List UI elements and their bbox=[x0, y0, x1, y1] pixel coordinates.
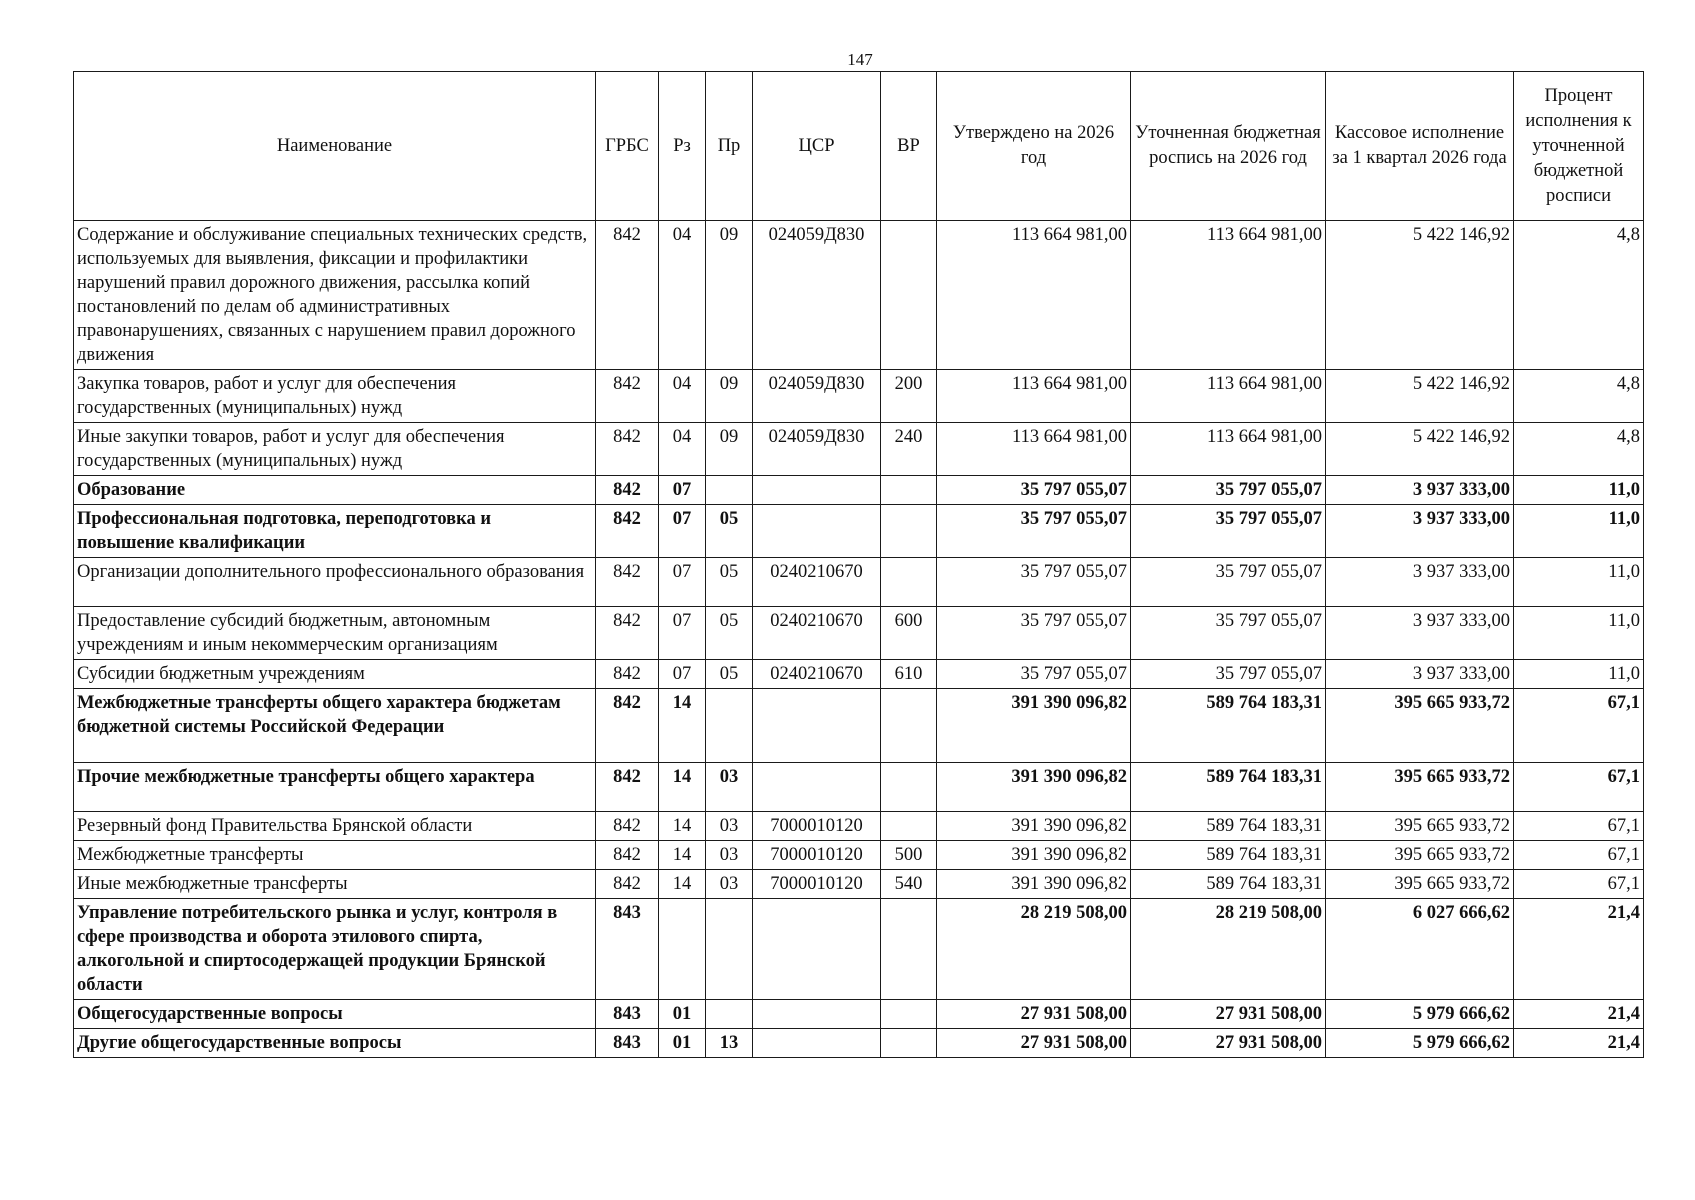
cell-approved: 35 797 055,07 bbox=[937, 660, 1131, 689]
cell-approved: 35 797 055,07 bbox=[937, 607, 1131, 660]
cell-csr: 7000010120 bbox=[753, 812, 881, 841]
header-refined: Уточненная бюджетная роспись на 2026 год bbox=[1131, 72, 1326, 221]
table-row bbox=[74, 221, 1644, 370]
cell-csr bbox=[753, 763, 881, 812]
cell-pr: 03 bbox=[706, 763, 753, 812]
table-row bbox=[74, 505, 1644, 558]
cell-refined: 589 764 183,31 bbox=[1131, 812, 1326, 841]
cell-name: Общегосударственные вопросы bbox=[74, 1000, 596, 1029]
cell-grbs: 842 bbox=[596, 870, 659, 899]
cell-approved: 113 664 981,00 bbox=[937, 423, 1131, 476]
cell-grbs: 842 bbox=[596, 660, 659, 689]
cell-refined: 27 931 508,00 bbox=[1131, 1000, 1326, 1029]
cell-name: Профессиональная подготовка, переподготовка и повышение квалификации bbox=[74, 505, 596, 558]
cell-rz: 07 bbox=[659, 558, 706, 607]
cell-rz: 14 bbox=[659, 763, 706, 812]
cell-rz: 07 bbox=[659, 505, 706, 558]
cell-grbs: 842 bbox=[596, 221, 659, 370]
budget-table bbox=[73, 71, 1644, 1058]
cell-percent: 21,4 bbox=[1514, 1029, 1644, 1058]
cell-cash: 395 665 933,72 bbox=[1326, 812, 1514, 841]
cell-rz bbox=[659, 899, 706, 1000]
cell-csr bbox=[753, 899, 881, 1000]
cell-vr bbox=[881, 505, 937, 558]
cell-rz: 04 bbox=[659, 221, 706, 370]
cell-rz: 01 bbox=[659, 1000, 706, 1029]
cell-name: Прочие межбюджетные трансферты общего характера bbox=[74, 763, 596, 812]
cell-approved: 28 219 508,00 bbox=[937, 899, 1131, 1000]
header-rz: Рз bbox=[659, 72, 706, 221]
cell-refined: 35 797 055,07 bbox=[1131, 476, 1326, 505]
cell-vr bbox=[881, 1000, 937, 1029]
cell-vr bbox=[881, 899, 937, 1000]
cell-approved: 113 664 981,00 bbox=[937, 221, 1131, 370]
cell-vr: 200 bbox=[881, 370, 937, 423]
cell-pr: 03 bbox=[706, 812, 753, 841]
table-row bbox=[74, 476, 1644, 505]
cell-pr bbox=[706, 899, 753, 1000]
cell-refined: 589 764 183,31 bbox=[1131, 841, 1326, 870]
cell-cash: 3 937 333,00 bbox=[1326, 558, 1514, 607]
cell-percent: 11,0 bbox=[1514, 607, 1644, 660]
cell-name: Содержание и обслуживание специальных технических средств, используемых для выявления, фиксации и профилактики нарушений правил дорожного движения, рассылка копий постановлений по делам об административных правонарушениях, связанных с нарушением правил дорожного движения bbox=[74, 221, 596, 370]
cell-percent: 4,8 bbox=[1514, 221, 1644, 370]
table-row bbox=[74, 899, 1644, 1000]
cell-vr: 540 bbox=[881, 870, 937, 899]
cell-cash: 395 665 933,72 bbox=[1326, 689, 1514, 763]
cell-approved: 113 664 981,00 bbox=[937, 370, 1131, 423]
cell-cash: 3 937 333,00 bbox=[1326, 505, 1514, 558]
cell-grbs: 842 bbox=[596, 689, 659, 763]
cell-pr bbox=[706, 1000, 753, 1029]
cell-cash: 3 937 333,00 bbox=[1326, 660, 1514, 689]
table-row bbox=[74, 423, 1644, 476]
cell-grbs: 842 bbox=[596, 841, 659, 870]
cell-refined: 35 797 055,07 bbox=[1131, 558, 1326, 607]
cell-rz: 04 bbox=[659, 370, 706, 423]
table-row bbox=[74, 607, 1644, 660]
cell-csr: 0240210670 bbox=[753, 660, 881, 689]
cell-approved: 391 390 096,82 bbox=[937, 841, 1131, 870]
table-row bbox=[74, 1000, 1644, 1029]
cell-percent: 67,1 bbox=[1514, 841, 1644, 870]
cell-pr: 09 bbox=[706, 221, 753, 370]
cell-rz: 14 bbox=[659, 689, 706, 763]
cell-name: Межбюджетные трансферты общего характера бюджетам бюджетной системы Российской Федерации bbox=[74, 689, 596, 763]
table-row bbox=[74, 841, 1644, 870]
cell-percent: 11,0 bbox=[1514, 476, 1644, 505]
cell-name: Межбюджетные трансферты bbox=[74, 841, 596, 870]
cell-vr bbox=[881, 558, 937, 607]
cell-approved: 391 390 096,82 bbox=[937, 689, 1131, 763]
cell-name: Иные межбюджетные трансферты bbox=[74, 870, 596, 899]
cell-percent: 11,0 bbox=[1514, 660, 1644, 689]
table-row bbox=[74, 1029, 1644, 1058]
cell-rz: 07 bbox=[659, 476, 706, 505]
header-grbs: ГРБС bbox=[596, 72, 659, 221]
cell-grbs: 842 bbox=[596, 763, 659, 812]
header-percent: Процент исполнения к уточненной бюджетной росписи bbox=[1514, 72, 1644, 221]
cell-percent: 4,8 bbox=[1514, 370, 1644, 423]
table-row bbox=[74, 370, 1644, 423]
table-header-row bbox=[74, 72, 1644, 221]
cell-pr: 09 bbox=[706, 423, 753, 476]
table-row bbox=[74, 763, 1644, 812]
header-approved: Утверждено на 2026 год bbox=[937, 72, 1131, 221]
header-cash: Кассовое исполнение за 1 квартал 2026 года bbox=[1326, 72, 1514, 221]
cell-grbs: 843 bbox=[596, 1029, 659, 1058]
table-body bbox=[74, 221, 1644, 1058]
cell-name: Организации дополнительного профессионального образования bbox=[74, 558, 596, 607]
cell-grbs: 842 bbox=[596, 370, 659, 423]
cell-refined: 589 764 183,31 bbox=[1131, 870, 1326, 899]
cell-rz: 01 bbox=[659, 1029, 706, 1058]
cell-vr bbox=[881, 476, 937, 505]
cell-csr: 7000010120 bbox=[753, 841, 881, 870]
cell-refined: 589 764 183,31 bbox=[1131, 763, 1326, 812]
cell-rz: 14 bbox=[659, 812, 706, 841]
cell-pr bbox=[706, 476, 753, 505]
cell-percent: 4,8 bbox=[1514, 423, 1644, 476]
cell-percent: 67,1 bbox=[1514, 763, 1644, 812]
cell-name: Другие общегосударственные вопросы bbox=[74, 1029, 596, 1058]
cell-csr bbox=[753, 1000, 881, 1029]
cell-csr: 024059Д830 bbox=[753, 370, 881, 423]
cell-cash: 5 422 146,92 bbox=[1326, 423, 1514, 476]
cell-grbs: 843 bbox=[596, 899, 659, 1000]
cell-cash: 6 027 666,62 bbox=[1326, 899, 1514, 1000]
cell-cash: 395 665 933,72 bbox=[1326, 763, 1514, 812]
cell-cash: 5 422 146,92 bbox=[1326, 370, 1514, 423]
cell-grbs: 842 bbox=[596, 505, 659, 558]
cell-pr: 05 bbox=[706, 607, 753, 660]
cell-cash: 395 665 933,72 bbox=[1326, 841, 1514, 870]
cell-name: Резервный фонд Правительства Брянской области bbox=[74, 812, 596, 841]
header-name: Наименование bbox=[74, 72, 596, 221]
cell-approved: 27 931 508,00 bbox=[937, 1029, 1131, 1058]
cell-pr: 09 bbox=[706, 370, 753, 423]
cell-rz: 07 bbox=[659, 607, 706, 660]
cell-cash: 5 979 666,62 bbox=[1326, 1029, 1514, 1058]
cell-refined: 28 219 508,00 bbox=[1131, 899, 1326, 1000]
cell-name: Предоставление субсидий бюджетным, автономным учреждениям и иным некоммерческим организациям bbox=[74, 607, 596, 660]
cell-grbs: 842 bbox=[596, 423, 659, 476]
cell-vr: 600 bbox=[881, 607, 937, 660]
table-row bbox=[74, 812, 1644, 841]
cell-refined: 113 664 981,00 bbox=[1131, 423, 1326, 476]
cell-refined: 35 797 055,07 bbox=[1131, 607, 1326, 660]
header-pr: Пр bbox=[706, 72, 753, 221]
cell-rz: 14 bbox=[659, 841, 706, 870]
cell-approved: 35 797 055,07 bbox=[937, 558, 1131, 607]
cell-refined: 27 931 508,00 bbox=[1131, 1029, 1326, 1058]
cell-refined: 113 664 981,00 bbox=[1131, 370, 1326, 423]
cell-approved: 27 931 508,00 bbox=[937, 1000, 1131, 1029]
table-row bbox=[74, 660, 1644, 689]
cell-csr bbox=[753, 505, 881, 558]
cell-percent: 67,1 bbox=[1514, 689, 1644, 763]
cell-percent: 21,4 bbox=[1514, 899, 1644, 1000]
cell-name: Закупка товаров, работ и услуг для обеспечения государственных (муниципальных) нужд bbox=[74, 370, 596, 423]
cell-pr: 05 bbox=[706, 558, 753, 607]
cell-csr: 0240210670 bbox=[753, 558, 881, 607]
cell-name: Управление потребительского рынка и услуг, контроля в сфере производства и оборота этилового спирта, алкогольной и спиртосодержащей продукции Брянской области bbox=[74, 899, 596, 1000]
cell-grbs: 842 bbox=[596, 476, 659, 505]
cell-cash: 395 665 933,72 bbox=[1326, 870, 1514, 899]
cell-cash: 5 979 666,62 bbox=[1326, 1000, 1514, 1029]
cell-approved: 391 390 096,82 bbox=[937, 870, 1131, 899]
cell-csr bbox=[753, 1029, 881, 1058]
cell-pr: 05 bbox=[706, 505, 753, 558]
cell-rz: 14 bbox=[659, 870, 706, 899]
cell-pr: 05 bbox=[706, 660, 753, 689]
cell-refined: 113 664 981,00 bbox=[1131, 221, 1326, 370]
cell-vr bbox=[881, 1029, 937, 1058]
cell-rz: 07 bbox=[659, 660, 706, 689]
cell-pr: 03 bbox=[706, 841, 753, 870]
cell-csr: 0240210670 bbox=[753, 607, 881, 660]
cell-vr: 240 bbox=[881, 423, 937, 476]
cell-grbs: 842 bbox=[596, 607, 659, 660]
cell-name: Иные закупки товаров, работ и услуг для обеспечения государственных (муниципальных) нужд bbox=[74, 423, 596, 476]
cell-name: Образование bbox=[74, 476, 596, 505]
cell-cash: 3 937 333,00 bbox=[1326, 607, 1514, 660]
cell-csr: 7000010120 bbox=[753, 870, 881, 899]
cell-grbs: 842 bbox=[596, 812, 659, 841]
header-vr: ВР bbox=[881, 72, 937, 221]
cell-csr bbox=[753, 689, 881, 763]
cell-percent: 67,1 bbox=[1514, 812, 1644, 841]
cell-percent: 11,0 bbox=[1514, 558, 1644, 607]
cell-grbs: 842 bbox=[596, 558, 659, 607]
cell-approved: 35 797 055,07 bbox=[937, 476, 1131, 505]
cell-vr bbox=[881, 812, 937, 841]
cell-rz: 04 bbox=[659, 423, 706, 476]
cell-csr: 024059Д830 bbox=[753, 221, 881, 370]
cell-pr: 13 bbox=[706, 1029, 753, 1058]
cell-vr bbox=[881, 763, 937, 812]
cell-cash: 3 937 333,00 bbox=[1326, 476, 1514, 505]
cell-vr: 610 bbox=[881, 660, 937, 689]
cell-csr: 024059Д830 bbox=[753, 423, 881, 476]
cell-percent: 21,4 bbox=[1514, 1000, 1644, 1029]
page-number: 147 bbox=[847, 50, 873, 69]
cell-refined: 35 797 055,07 bbox=[1131, 660, 1326, 689]
cell-refined: 589 764 183,31 bbox=[1131, 689, 1326, 763]
cell-pr bbox=[706, 689, 753, 763]
cell-vr: 500 bbox=[881, 841, 937, 870]
cell-csr bbox=[753, 476, 881, 505]
cell-approved: 391 390 096,82 bbox=[937, 812, 1131, 841]
cell-approved: 391 390 096,82 bbox=[937, 763, 1131, 812]
cell-approved: 35 797 055,07 bbox=[937, 505, 1131, 558]
table-row bbox=[74, 689, 1644, 763]
cell-cash: 5 422 146,92 bbox=[1326, 221, 1514, 370]
table-row bbox=[74, 558, 1644, 607]
cell-vr bbox=[881, 689, 937, 763]
header-csr: ЦСР bbox=[753, 72, 881, 221]
cell-grbs: 843 bbox=[596, 1000, 659, 1029]
table-row bbox=[74, 870, 1644, 899]
cell-percent: 67,1 bbox=[1514, 870, 1644, 899]
cell-percent: 11,0 bbox=[1514, 505, 1644, 558]
cell-name: Субсидии бюджетным учреждениям bbox=[74, 660, 596, 689]
cell-refined: 35 797 055,07 bbox=[1131, 505, 1326, 558]
cell-pr: 03 bbox=[706, 870, 753, 899]
cell-vr bbox=[881, 221, 937, 370]
